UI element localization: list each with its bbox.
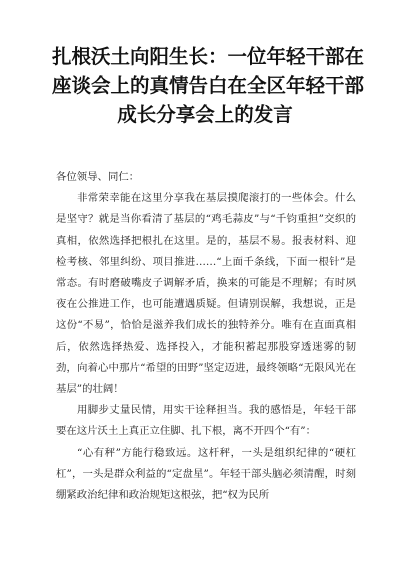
document-body — [56, 167, 356, 506]
document-title — [52, 42, 365, 129]
salutation: 各位领导、同仁： — [56, 171, 140, 183]
title-line: 成长分享会上的发言 — [117, 103, 293, 126]
body-paragraph: 非常荣幸能在这里分享我在基层摸爬滚打的一些体会。什么是坚守？就是当你看清了基层的“鸡毛蒜皮”与“千钧重担”交织的真相，依然选择把根扎在这里。是的，基层不易。报表材料、迎检考核、邻里纠纷、项目推进……“上面千条线，下面一根针”是常态。有时磨破嘴皮子调解矛盾，换来的可能是不理解；有时夙夜在公推进工作，也可能遭遇质疑。但请别误解，我想说，正是这份“不易”，恰恰是滋养我们成长的独特养分。唯有在直面真相后，依然选择热爱、选择投入，才能积蓄起那股穿透迷雾的韧劲，向着心中那片“希望的田野”坚定迈进，最终领略“无限风光在基层”的壮阔！ — [56, 192, 356, 396]
title-line: 扎根沃土向阳生长：一位年轻干部在 — [52, 45, 365, 68]
body-paragraph: “心有秤”方能行稳致远。这杆秤，一头是组织纪律的“硬杠杠”，一头是群众利益的“定盘星”。年轻干部头脑必须清醒，时刻绷紧政治纪律和政治规矩这根弦，把“权为民所 — [56, 446, 356, 502]
body-paragraph: 用脚步丈量民情，用实干诠释担当。我的感悟是，年轻干部要在这片沃土上真正立住脚、扎下根，离不开四个“有”： — [56, 404, 356, 438]
title-line: 座谈会上的真情告白在全区年轻干部 — [52, 74, 365, 97]
